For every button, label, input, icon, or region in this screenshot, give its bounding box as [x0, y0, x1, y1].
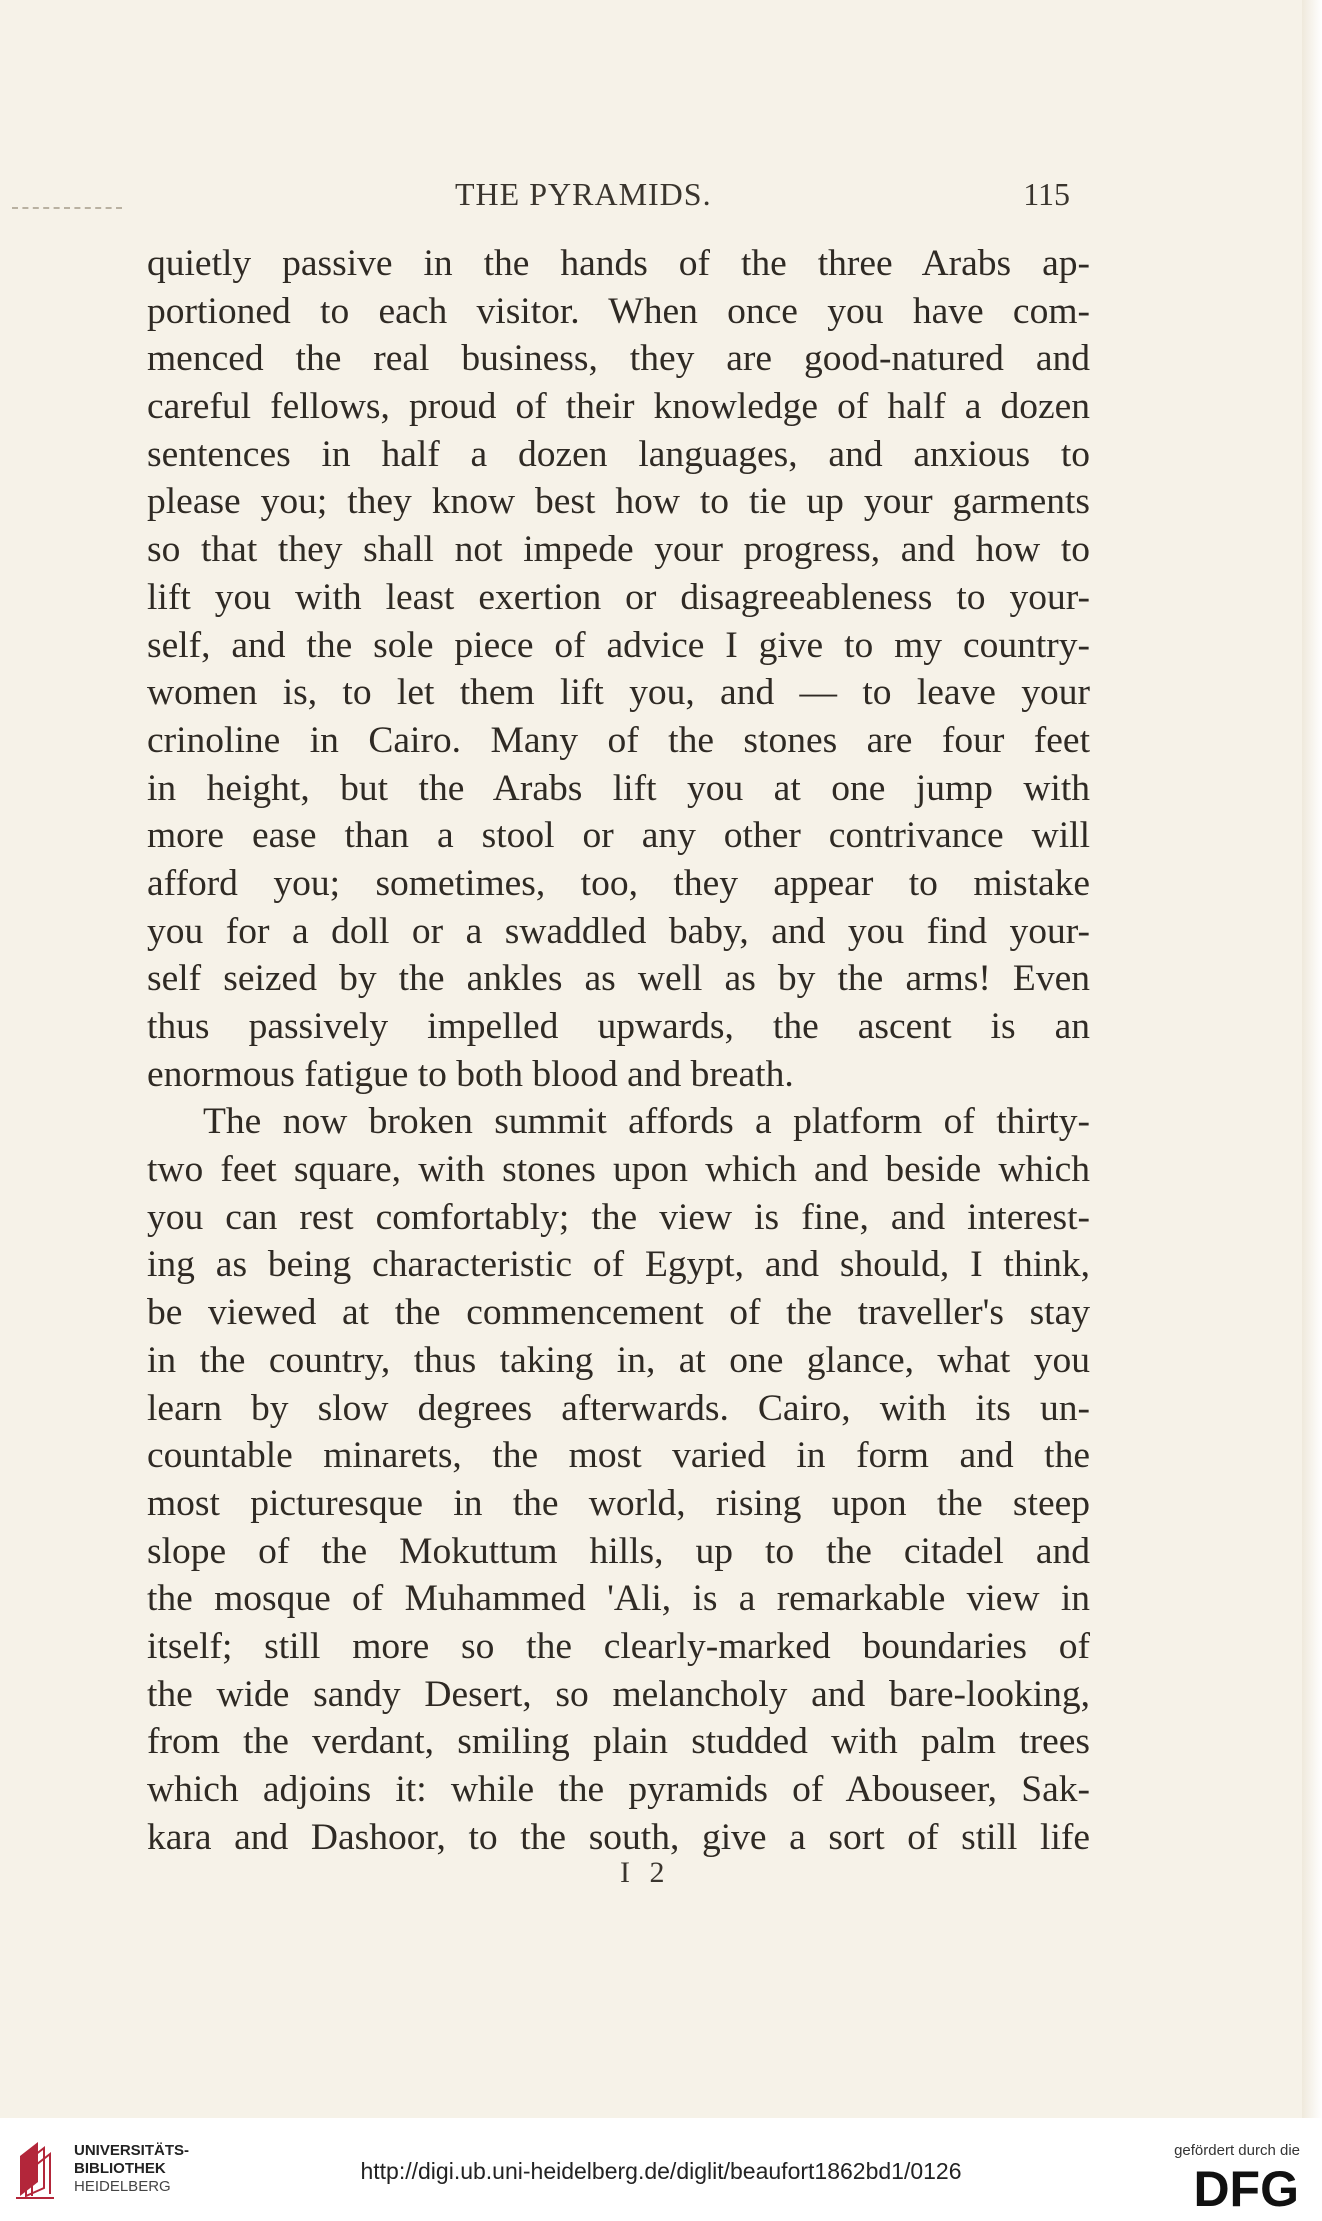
body-text [147, 240, 1090, 1861]
text-line: you for a doll or a swaddled baby, and you find your- [147, 910, 1090, 952]
text-line: menced the real business, they are good-natured and [147, 338, 1090, 380]
funded-by-text: gefördert durch die [1174, 2142, 1300, 2159]
text-line: slope of the Mokuttum hills, up to the citadel and [147, 1530, 1090, 1572]
text-line: self, and the sole piece of advice I give to my country- [147, 624, 1090, 666]
text-line: more ease than a stool or any other contrivance will [147, 815, 1090, 857]
library-line: BIBLIOTHEK [74, 2160, 166, 2177]
text-line: which adjoins it: while the pyramids of Abouseer, Sak- [147, 1769, 1090, 1810]
dfg-logo-text: DFG [1193, 2162, 1299, 2210]
text-line: ing as being characteristic of Egypt, and should, I think, [147, 1244, 1090, 1286]
text-line: two feet square, with stones upon which and beside which [147, 1149, 1090, 1191]
text-line: kara and Dashoor, to the south, give a sort of still life [147, 1816, 1090, 1858]
text-line: countable minarets, the most varied in form and the [147, 1435, 1090, 1477]
text-line: in height, but the Arabs lift you at one jump with [147, 767, 1090, 809]
page-number: 115 [1023, 176, 1070, 212]
text-line: the wide sandy Desert, so melancholy and bare-looking, [147, 1673, 1090, 1715]
footer-bar [0, 2118, 1322, 2221]
text-line: from the verdant, smiling plain studded with palm trees [147, 1721, 1090, 1763]
library-line: UNIVERSITÄTS- [74, 2142, 190, 2159]
page-edge [1302, 0, 1322, 2118]
dfg-logo-icon [1175, 2162, 1300, 2210]
text-line: women is, to let them lift you, and — to leave your [147, 672, 1090, 714]
text-line: afford you; sometimes, too, they appear to mistake [147, 862, 1090, 904]
text-line: portioned to each visitor. When once you have com- [147, 290, 1090, 332]
text-line: lift you with least exertion or disagreeableness to your- [147, 576, 1090, 618]
text-line: quietly passive in the hands of the three Arabs ap- [147, 243, 1090, 284]
running-head: THE PYRAMIDS. [455, 176, 712, 212]
text-line: The now broken summit affords a platform of thirty- [203, 1101, 1090, 1143]
text-line: enormous fatigue to both blood and breath. [147, 1053, 794, 1095]
library-line: HEIDELBERG [74, 2178, 171, 2195]
signature-mark: I 2 [620, 1856, 671, 1889]
text-line: sentences in half a dozen languages, and anxious to [147, 433, 1090, 475]
text-line: learn by slow degrees afterwards. Cairo, with its un- [147, 1387, 1090, 1429]
text-line: you can rest comfortably; the view is fine, and interest- [147, 1196, 1090, 1238]
text-line: careful fellows, proud of their knowledge of half a dozen [147, 386, 1090, 428]
text-line: itself; still more so the clearly-marked boundaries of [147, 1625, 1090, 1667]
text-line: be viewed at the commencement of the traveller's stay [147, 1292, 1090, 1334]
text-line: the mosque of Muhammed 'Ali, is a remarkable view in [147, 1578, 1090, 1620]
source-url-link[interactable]: http://digi.ub.uni-heidelberg.de/diglit/beaufort1862bd1/0126 [360, 2158, 962, 2184]
text-line: most picturesque in the world, rising upon the steep [147, 1482, 1090, 1524]
text-line: self seized by the ankles as well as by the arms! Even [147, 958, 1090, 1000]
text-line: please you; they know best how to tie up your garments [147, 481, 1090, 523]
text-line: crinoline in Cairo. Many of the stones are four feet [147, 719, 1090, 761]
header-rule [12, 207, 122, 209]
text-line: in the country, thus taking in, at one glance, what you [147, 1339, 1090, 1381]
text-line: so that they shall not impede your progress, and how to [147, 529, 1090, 571]
text-line: thus passively impelled upwards, the ascent is an [147, 1006, 1090, 1047]
